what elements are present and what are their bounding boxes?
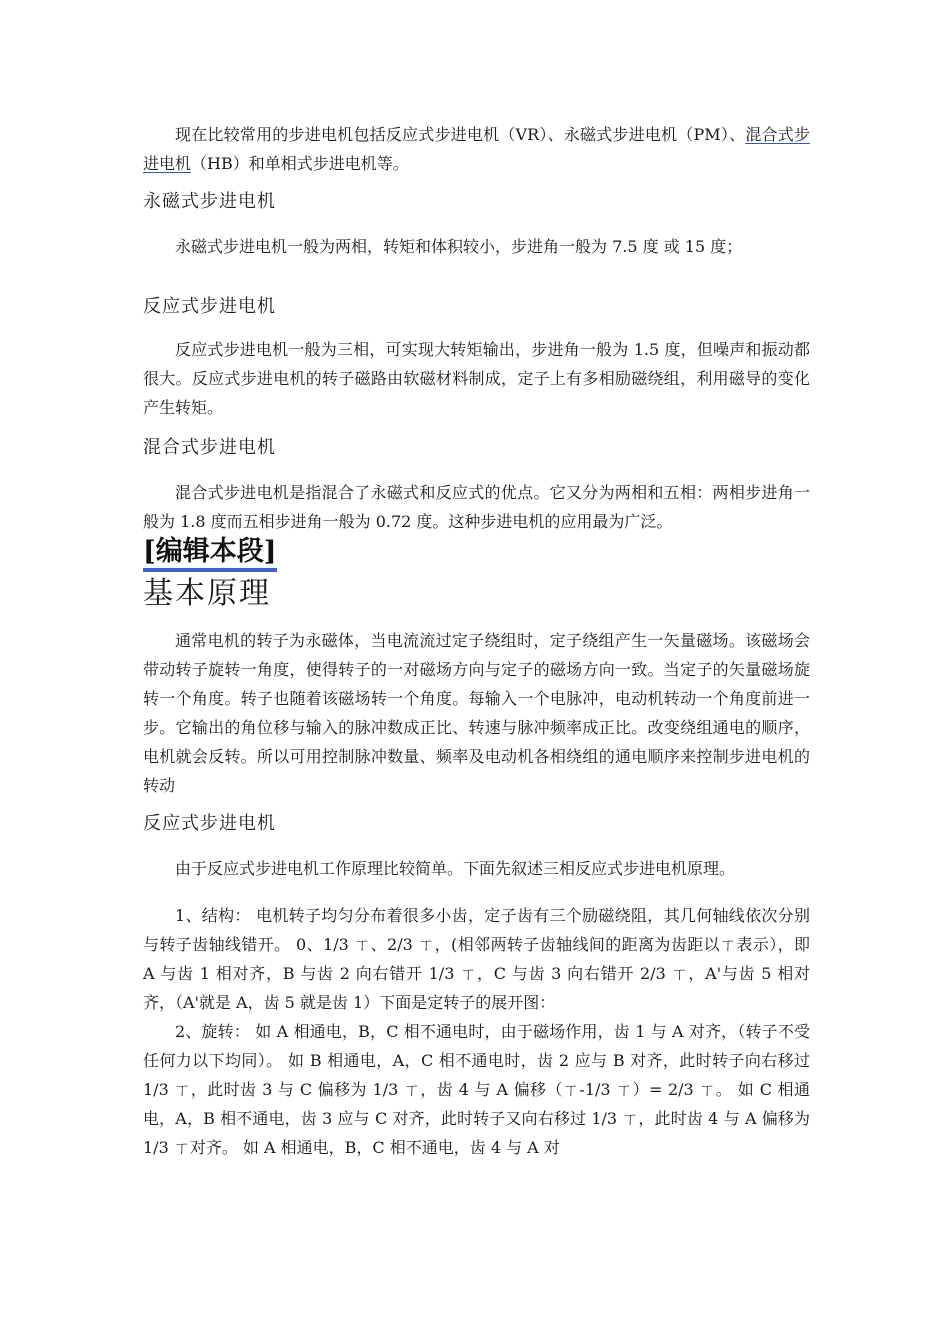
intro-text-after: （HB）和单相式步进电机等。: [191, 154, 409, 173]
document-content: [143, 120, 810, 1162]
principle-intro-line: 由于反应式步进电机工作原理比较简单。下面先叙述三相反应式步进电机原理。: [175, 859, 736, 878]
section-heading-pm: 永磁式步进电机: [143, 191, 276, 212]
section-heading-vr: 反应式步进电机: [143, 296, 276, 317]
edit-section-link[interactable]: [编辑本段]: [143, 536, 277, 572]
section-heading-hb: 混合式步进电机: [143, 437, 276, 458]
hybrid-stepper-link[interactable]: 混合式步进电机: [143, 125, 810, 173]
section-heading-vr-principle: 反应式步进电机: [143, 813, 276, 834]
rotation-paragraph: 2、旋转： 如 A 相通电，B，C 相不通电时，由于磁场作用，齿 1 与 A 对齐，（转子不受任何力以下均同）。 如 B 相通电，A，C 相不通电时，齿 2 应与 B 对齐，此时转子向右移过 1/3 ㄒ，此时齿 3 与 C 偏移为 1/3 ㄒ，齿 4 与 A 偏移（ㄒ-1/3 ㄒ）= 2/3 ㄒ。 如 C 相通电，A，B 相不通电，齿 3 应与 C 对齐，此时转子又向右移过 1/3 ㄒ，此时齿 4 与 A 偏移为 1/3 ㄒ对齐。 如 A 相通电，B，C 相不通电，齿 4 与 A 对: [143, 1022, 810, 1157]
principle-body: 通常电机的转子为永磁体，当电流流过定子绕组时，定子绕组产生一矢量磁场。该磁场会带动转子旋转一角度，使得转子的一对磁场方向与定子的磁场方向一致。当定子的矢量磁场旋转一个角度。转子也随着该磁场转一个角度。每输入一个电脉冲，电动机转动一个角度前进一步。它输出的角位移与输入的脉冲数成正比、转速与脉冲频率成正比。改变绕组通电的顺序，电机就会反转。所以可用控制脉冲数量、频率及电动机各相绕组的通电顺序来控制步进电机的转动: [143, 631, 810, 795]
section-body-vr: 反应式步进电机一般为三相，可实现大转矩输出，步进角一般为 1.5 度，但噪声和振动都很大。反应式步进电机的转子磁路由软磁材料制成，定子上有多相励磁绕组，利用磁导的变化产生转矩。: [143, 340, 810, 417]
page-title-principle: 基本原理: [143, 576, 271, 611]
section-body-hb: 混合式步进电机是指混合了永磁式和反应式的优点。它又分为两相和五相：两相步进角一般为 1.8 度而五相步进角一般为 0.72 度。这种步进电机的应用最为广泛。: [143, 483, 810, 531]
section-body-pm: 永磁式步进电机一般为两相，转矩和体积较小，步进角一般为 7.5 度 或 15 度；: [175, 237, 743, 256]
intro-paragraph: [143, 120, 810, 178]
intro-text-before: 现在比较常用的步进电机包括反应式步进电机（VR）、永磁式步进电机（PM）、: [175, 125, 746, 144]
structure-paragraph: 1、结构： 电机转子均匀分布着很多小齿，定子齿有三个励磁绕阻，其几何轴线依次分别与转子齿轴线错开。 0、1/3 ㄒ、2/3 ㄒ，(相邻两转子齿轴线间的距离为齿距以ㄒ表示），即 A 与齿 1 相对齐，B 与齿 2 向右错开 1/3 ㄒ，C 与齿 3 向右错开 2/3 ㄒ，A'与齿 5 相对齐，（A'就是 A，齿 5 就是齿 1）下面是定转子的展开图：: [143, 906, 810, 1012]
